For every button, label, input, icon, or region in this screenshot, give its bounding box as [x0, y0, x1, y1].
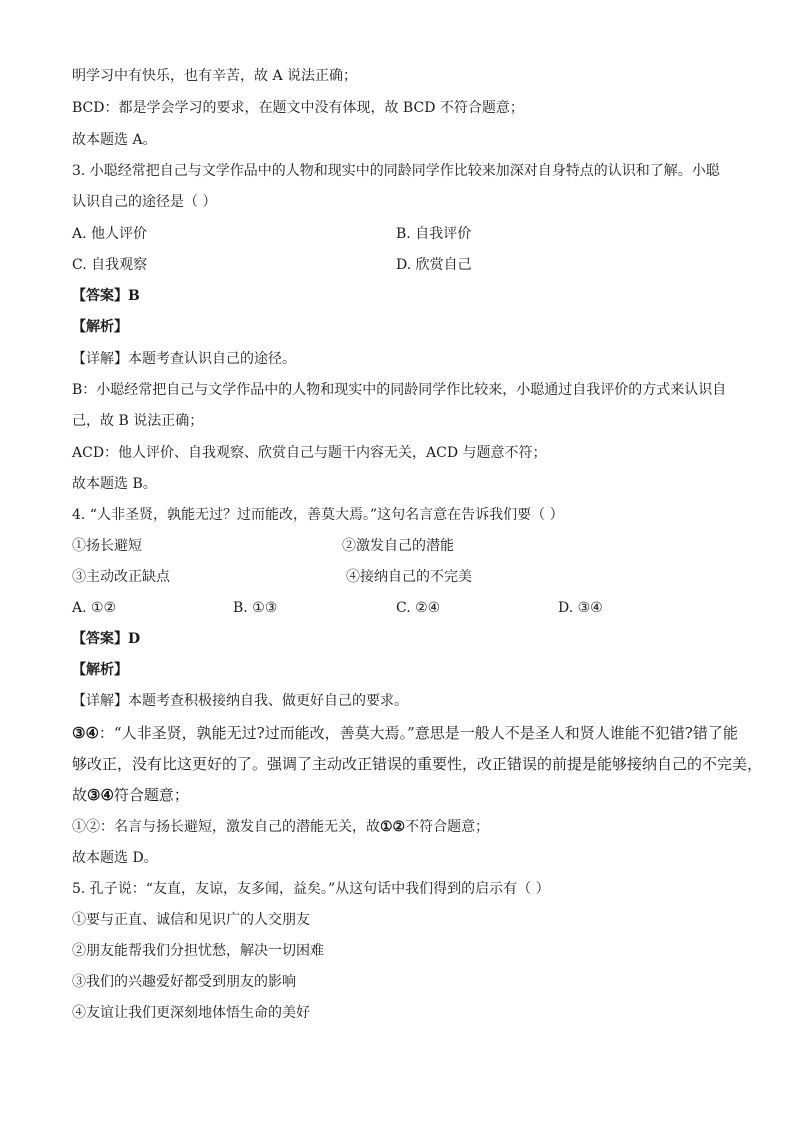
marker-1-2: ①② — [380, 819, 406, 835]
explanation-text: ：“人非圣贤，孰能无过?过而能改，善莫大焉。”意思是一般人不是圣人和贤人谁能不犯错?错了能 — [98, 724, 738, 742]
question-5-statement-4: ④友谊让我们更深刻地体悟生命的美好 — [72, 1005, 310, 1021]
question-3-explanation-cont: 己，故 B 说法正确； — [72, 413, 204, 429]
question-4-explanation-12 — [72, 818, 489, 836]
marker-3-4: ③④ — [87, 786, 114, 804]
question-3-option-d: D. 欣赏自己 — [396, 257, 472, 273]
question-4-statement-1: ①扬长避短 — [72, 538, 142, 554]
question-3-analysis-label: 【解析】 — [72, 319, 128, 335]
text-line: 故本题选 A。 — [72, 132, 157, 148]
question-5-statement-3: ③我们的兴趣爱好都受到朋友的影响 — [72, 974, 296, 990]
question-4-option-b: B. ①③ — [233, 600, 278, 616]
question-4-option-c: C. ②④ — [396, 600, 441, 616]
question-3-detail: 【详解】本题考查认识自己的途径。 — [72, 351, 296, 367]
marker-3-4: ③④ — [72, 724, 99, 742]
question-3-option-a: A. 他人评价 — [72, 226, 148, 242]
question-3-option-b: B. 自我评价 — [396, 226, 472, 242]
question-3-stem-cont: 认识自己的途径是（ ） — [72, 194, 217, 210]
question-3-explanation-acd: ACD：他人评价、自我观察、欣赏自己与题干内容无关，ACD 与题意不符； — [72, 445, 547, 461]
question-5-statement-2: ②朋友能帮我们分担忧愁，解决一切困难 — [72, 943, 324, 959]
question-3-option-c: C. 自我观察 — [72, 257, 148, 273]
question-4-option-a: A. ①② — [72, 600, 117, 616]
question-4-stem: 4. “人非圣贤，孰能无过？过而能改，善莫大焉。”这句名言意在告诉我们要（ ） — [72, 507, 564, 523]
explanation-text: 故 — [72, 786, 88, 804]
question-4-analysis-label: 【解析】 — [72, 662, 128, 678]
question-3-stem: 3. 小聪经常把自己与文学作品中的人物和现实中的同龄同学作比较来加深对自身特点的认识和了解。小聪 — [72, 163, 720, 179]
question-4-explanation-conclusion — [72, 786, 189, 804]
question-4-explanation — [72, 724, 738, 742]
explanation-text: 不符合题意； — [405, 819, 490, 835]
text-line: BCD：都是学会学习的要求，在题文中没有体现，故 BCD 不符合题意； — [72, 100, 524, 116]
question-4-detail: 【详解】本题考查积极接纳自我、做更好自己的要求。 — [72, 693, 408, 709]
text-line: 明学习中有快乐，也有辛苦，故 A 说法正确； — [72, 68, 358, 84]
question-4-statement-2: ②激发自己的潜能 — [342, 538, 454, 554]
question-4-explanation-cont: 够改正，没有比这更好的了。强调了主动改正错误的重要性，改正错误的前提是能够接纳自己的不完美， — [72, 755, 763, 773]
explanation-text: ①②：名言与扬长避短，激发自己的潜能无关，故 — [72, 819, 380, 835]
question-4-answer: 【答案】D — [72, 631, 141, 647]
question-3-conclusion: 故本题选 B。 — [72, 476, 157, 492]
question-3-explanation: B：小聪经常把自己与文学作品中的人物和现实中的同龄同学作比较来，小聪通过自我评价的方式来认识自 — [72, 382, 727, 398]
question-3-answer: 【答案】B — [72, 288, 140, 304]
question-5-stem: 5. 孔子说：“友直，友谅，友多闻，益矣。”从这句话中我们得到的启示有（ ） — [72, 881, 550, 897]
question-5-statement-1: ①要与正直、诚信和见识广的人交朋友 — [72, 912, 310, 928]
question-4-option-d: D. ③④ — [558, 600, 603, 616]
question-4-conclusion: 故本题选 D。 — [72, 850, 158, 866]
question-4-statement-3: ③主动改正缺点 — [72, 569, 170, 585]
question-4-statement-4: ④接纳自己的不完美 — [346, 569, 472, 585]
explanation-text: 符合题意； — [113, 786, 189, 804]
